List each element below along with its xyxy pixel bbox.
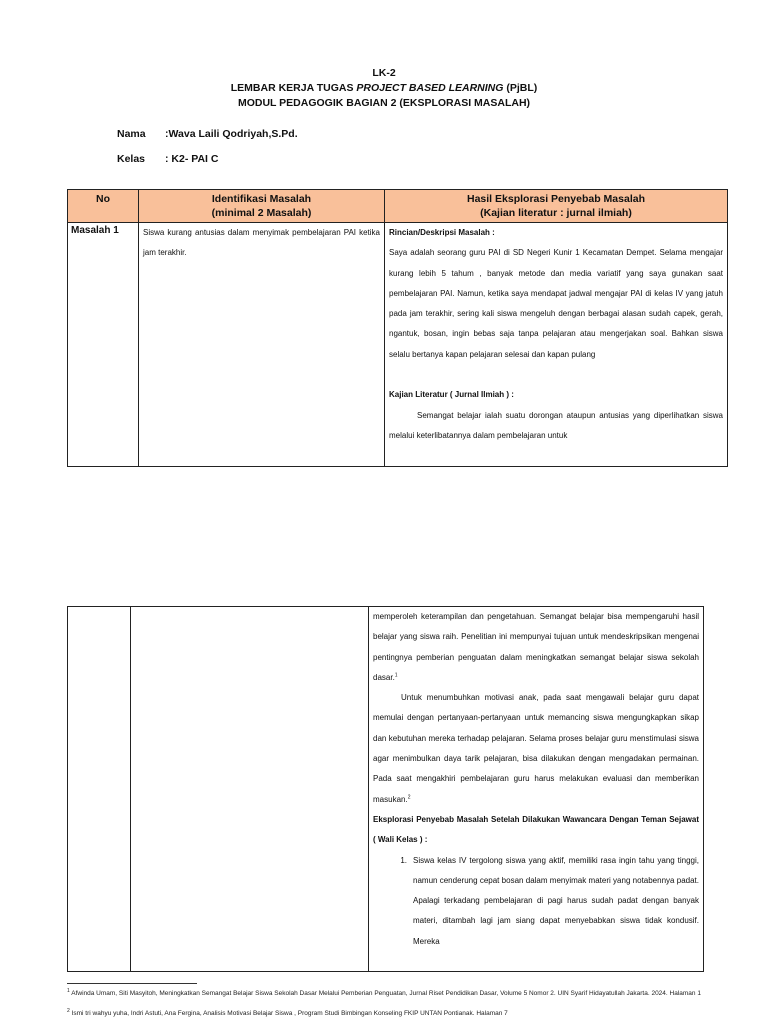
title-italic: PROJECT BASED LEARNING [356, 82, 504, 94]
kelas-value: : K2- PAI C [165, 153, 219, 165]
problem-table-part-1 [67, 189, 728, 467]
rincian-heading: Rincian/Deskripsi Masalah : [389, 228, 495, 237]
nama-value: :Wava Laili Qodriyah,S.Pd. [165, 128, 298, 140]
table-header-row [68, 190, 728, 223]
hasil-cell [385, 223, 728, 467]
row-number-empty [68, 607, 131, 972]
document-code: LK-2 [372, 67, 396, 79]
footnote-1: $^1$ Afwinda Umam, Siti Masyitoh, Meningkatkan Semangat Belajar Siswa Sekolah Dasar Melalui Pemberian Penguatan, Jurnal Riset Pendidikan Dasar, Volume 5 Nomor 2. UIN Syarif Hidayatullah Jakarta. 2024. Halaman 1 [67, 987, 701, 997]
kajian-paragraph-1a: Semangat belajar ialah suatu dorongan ataupun antusias yang diperlihatkan siswa melalui keterlibatannya dalam pembelajaran untuk [389, 410, 723, 440]
footnote-2: $^2$ Ismi tri wahyu yuha, Indri Astuti, Ana Fergina, Analisis Motivasi Belajar Siswa , Program Studi Bimbingan Konseling FKIP UNTAN Pontianak. Halaman 7 [67, 1007, 508, 1017]
document-subtitle: MODUL PEDAGOGIK BAGIAN 2 (EKSPLORASI MASALAH) [237, 97, 531, 109]
title-suffix: (PjBL) [503, 82, 538, 94]
row-number: Masalah 1 [68, 223, 139, 467]
document-title [0, 82, 768, 94]
header-identifikasi: Identifikasi Masalah (minimal 2 Masalah) [139, 190, 385, 223]
list-item [373, 851, 699, 952]
kelas-row [117, 153, 218, 165]
kajian-paragraph-2: Untuk menumbuhkan motivasi anak, pada saat mengawali belajar guru dapat memulai dengan pertanyaan-pertanyaan untuk memancing siswa mengungkapkan sikap dan kebutuhan mereka terhadap pelajaran. Selama proses belajar guru menstimulasi siswa agar menimbulkan daya tarik pelajaran, bisa dilakukan dengan mengadakan permainan. Pada saat mengakhiri pembelajaran guru harus melakukan evaluasi dan memberikan masukan.$^2$ [373, 693, 699, 804]
header-hasil: Hasil Eksplorasi Penyebab Masalah (Kajian literatur : jurnal ilmiah) [385, 190, 728, 223]
footnote-separator [67, 983, 197, 984]
eksplorasi-heading: Eksplorasi Penyebab Masalah Setelah Dilakukan Wawancara Dengan Teman Sejawat ( Wali Kelas ) : [373, 814, 699, 845]
table-row [68, 607, 704, 972]
list-item-number: 1. [400, 855, 407, 865]
list-item-text: Siswa kelas IV tergolong siswa yang aktif, memiliki rasa ingin tahu yang tinggi, namun cenderung cepat bosan dalam menyimak materi yang notabennya padat. Apalagi terkadang pembelajaran di pagi harus sudah padat dengan banyak materi, ditambah lagi jam siang dapat menyebabkan siswa tidak kondusif. Mereka [413, 855, 699, 946]
identifikasi-cell [139, 223, 385, 467]
footnote-ref-1[interactable]: 1 [394, 672, 398, 679]
kajian-paragraph-1b: memperoleh keterampilan dan pengetahuan. Semangat belajar bisa mempengaruhi hasil belajar yang siswa raih. Penelitian ini mempunyai tujuan untuk mendeskripsikan mengenai pentingnya pemberian penguatan dalam meningkatkan semangat belajar siswa sekolah dasar.$^1$ [373, 612, 699, 682]
title-prefix: LEMBAR KERJA TUGAS [230, 82, 357, 94]
hasil-cell-continued [369, 607, 704, 972]
identifikasi-cell-empty [131, 607, 369, 972]
nama-label: Nama [117, 128, 146, 140]
problem-table-part-2 [67, 606, 704, 972]
table-row [68, 223, 728, 467]
rincian-text: Saya adalah seorang guru PAI di SD Negeri Kunir 1 Kecamatan Dempet. Selama mengajar kurang lebih 5 tahum , banyak metode dan media variatif yang saya gunakan saat pembelajaran PAI. Namun, ketika saya mendapat jadwal mengajar PAI di kelas IV yang jatuh pada jam terakhir, sering kali siswa mengeluh dengan berbagai alasan sudah capek, gerah, ngantuk, bosan, ingin bebas saja tanpa pelajaran atau mengerjakan soal. Bahkan siswa selalu bertanya kapan pelajaran selesai dan kapan pulang [389, 248, 723, 359]
identifikasi-text: Siswa kurang antusias dalam menyimak pembelajaran PAI ketika jam terakhir. [143, 228, 380, 258]
footnote-ref-2[interactable]: 2 [407, 794, 411, 801]
nama-row [117, 128, 298, 140]
header-no: No [68, 190, 139, 223]
kelas-label: Kelas [117, 153, 146, 165]
kajian-heading: Kajian Literatur ( Jurnal Ilmiah ) : [389, 390, 514, 400]
